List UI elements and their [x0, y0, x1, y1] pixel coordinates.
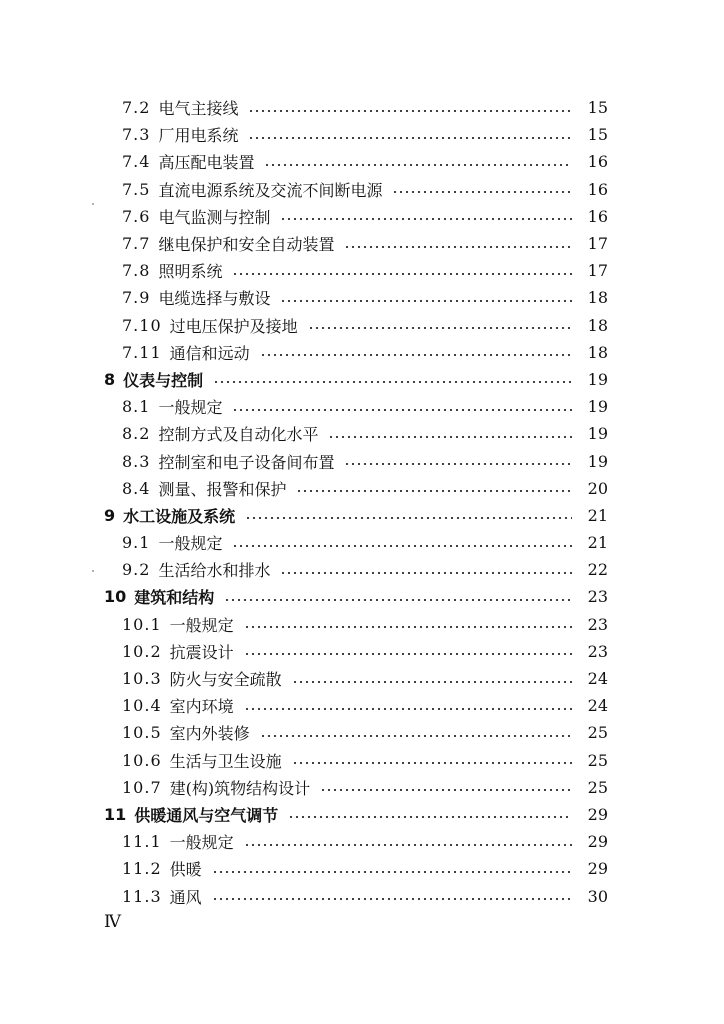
- entry-title: 一般规定: [158, 398, 223, 418]
- entry-page-number: 22: [587, 560, 608, 580]
- entry-number: 7.5: [122, 179, 151, 199]
- entry-page-number: 18: [587, 315, 608, 335]
- dot-leader: [292, 681, 572, 683]
- entry-page-number: 20: [587, 478, 608, 498]
- entry-page-number: 19: [587, 424, 608, 444]
- toc-section-entry[interactable]: [0, 312, 724, 339]
- entry-number: 7.3: [122, 125, 151, 145]
- entry-page-number: 25: [587, 777, 608, 797]
- entry-number: 7.9: [122, 288, 151, 308]
- entry-number: 8.4: [122, 478, 151, 498]
- entry-page-number: 25: [587, 750, 608, 770]
- scan-speck: [92, 203, 94, 205]
- dot-leader: [212, 871, 572, 873]
- dot-leader: [280, 572, 572, 574]
- dot-leader: [244, 708, 572, 710]
- entry-title: 厂用电系统: [158, 126, 239, 146]
- entry-title: 仪表与控制: [123, 370, 204, 390]
- entry-page-number: 19: [587, 369, 608, 389]
- dot-leader: [213, 381, 572, 383]
- toc-section-entry[interactable]: [0, 447, 724, 474]
- entry-title: 一般规定: [158, 534, 223, 554]
- entry-page-number: 23: [587, 614, 608, 634]
- dot-leader: [224, 599, 572, 601]
- dot-leader: [344, 246, 572, 248]
- entry-number: 8.2: [122, 424, 151, 444]
- entry-page-number: 15: [587, 98, 608, 118]
- toc-section-entry[interactable]: [0, 665, 724, 692]
- toc-chapter-entry[interactable]: [0, 502, 724, 529]
- toc-section-entry[interactable]: [0, 284, 724, 311]
- toc-section-entry[interactable]: [0, 855, 724, 882]
- entry-title: 供暖: [169, 860, 202, 880]
- entry-number: 11.3: [122, 886, 162, 906]
- dot-leader: [264, 164, 572, 166]
- dot-leader: [232, 409, 572, 411]
- entry-title: 电缆选择与敷设: [158, 289, 271, 309]
- entry-title: 测量、报警和保护: [158, 479, 287, 499]
- toc-section-entry[interactable]: [0, 176, 724, 203]
- dot-leader: [260, 735, 572, 737]
- entry-number: 7.2: [122, 98, 151, 118]
- entry-title: 供暖通风与空气调节: [134, 805, 279, 825]
- entry-page-number: 16: [587, 152, 608, 172]
- entry-title: 高压配电装置: [158, 153, 255, 173]
- entry-title: 电气监测与控制: [158, 207, 271, 227]
- entry-number: 7.6: [122, 206, 151, 226]
- entry-title: 建(构)筑物结构设计: [169, 778, 311, 798]
- entry-number: 11.1: [122, 832, 162, 852]
- entry-number: 10.7: [122, 777, 162, 797]
- entry-number: 9.1: [122, 533, 151, 553]
- toc-section-entry[interactable]: [0, 529, 724, 556]
- toc-chapter-entry[interactable]: [0, 366, 724, 393]
- entry-number: 7.8: [122, 261, 151, 281]
- toc-section-entry[interactable]: [0, 774, 724, 801]
- entry-title: 生活给水和排水: [158, 561, 271, 581]
- toc-section-entry[interactable]: [0, 882, 724, 909]
- page-number-roman: Ⅳ: [104, 912, 120, 932]
- entry-page-number: 24: [587, 696, 608, 716]
- dot-leader: [244, 844, 572, 846]
- toc-section-entry[interactable]: [0, 719, 724, 746]
- toc-section-entry[interactable]: [0, 203, 724, 230]
- entry-title: 电气主接线: [158, 99, 239, 119]
- toc-chapter-entry[interactable]: [0, 801, 724, 828]
- scan-speck: [92, 570, 94, 572]
- entry-title: 控制方式及自动化水平: [158, 425, 319, 445]
- dot-leader: [244, 626, 572, 628]
- toc-section-entry[interactable]: [0, 747, 724, 774]
- entry-page-number: 29: [587, 804, 608, 824]
- entry-title: 控制室和电子设备间布置: [158, 452, 335, 472]
- entry-page-number: 16: [587, 206, 608, 226]
- toc-section-entry[interactable]: [0, 475, 724, 502]
- entry-title: 生活与卫生设施: [169, 751, 282, 771]
- dot-leader: [212, 898, 572, 900]
- dot-leader: [248, 110, 572, 112]
- entry-number: 11.2: [122, 859, 162, 879]
- entry-page-number: 21: [587, 533, 608, 553]
- entry-number: 9.2: [122, 560, 151, 580]
- entry-number: 10.5: [122, 723, 162, 743]
- entry-title: 防火与安全疏散: [169, 670, 282, 690]
- toc-section-entry[interactable]: [0, 828, 724, 855]
- dot-leader: [244, 653, 572, 655]
- entry-number: 11: [104, 804, 127, 824]
- dot-leader: [296, 490, 572, 492]
- entry-title: 通风: [169, 887, 202, 907]
- toc-section-entry[interactable]: [0, 638, 724, 665]
- entry-page-number: 19: [587, 397, 608, 417]
- toc-section-entry[interactable]: [0, 420, 724, 447]
- dot-leader: [260, 354, 572, 356]
- dot-leader: [280, 218, 572, 220]
- entry-number: 10.4: [122, 696, 162, 716]
- dot-leader: [232, 273, 572, 275]
- toc-section-entry[interactable]: [0, 257, 724, 284]
- dot-leader: [320, 789, 572, 791]
- entry-title: 照明系统: [158, 262, 223, 282]
- toc-section-entry[interactable]: [0, 339, 724, 366]
- dot-leader: [308, 327, 572, 329]
- toc-section-entry[interactable]: [0, 230, 724, 257]
- dot-leader: [245, 517, 572, 519]
- entry-page-number: 21: [587, 505, 608, 525]
- entry-number: 10.6: [122, 750, 162, 770]
- entry-number: 10.1: [122, 614, 162, 634]
- entry-page-number: 29: [587, 859, 608, 879]
- entry-number: 9: [104, 505, 116, 525]
- entry-page-number: 16: [587, 179, 608, 199]
- entry-title: 通信和远动: [169, 343, 250, 363]
- entry-page-number: 23: [587, 587, 608, 607]
- entry-title: 抗震设计: [169, 642, 234, 662]
- toc-section-entry[interactable]: [0, 556, 724, 583]
- toc-section-entry[interactable]: [0, 692, 724, 719]
- entry-title: 水工设施及系统: [123, 506, 236, 526]
- dot-leader: [280, 300, 572, 302]
- toc-chapter-entry[interactable]: [0, 583, 724, 610]
- entry-number: 7.11: [122, 342, 162, 362]
- toc-section-entry[interactable]: [0, 148, 724, 175]
- entry-number: 7.4: [122, 152, 151, 172]
- toc-section-entry[interactable]: [0, 94, 724, 121]
- entry-page-number: 19: [587, 451, 608, 471]
- entry-title: 一般规定: [169, 615, 234, 635]
- entry-title: 室内外装修: [169, 724, 250, 744]
- toc-section-entry[interactable]: [0, 393, 724, 420]
- entry-page-number: 30: [587, 886, 608, 906]
- entry-page-number: 29: [587, 832, 608, 852]
- entry-number: 8.1: [122, 397, 151, 417]
- entry-title: 继电保护和安全自动装置: [158, 235, 335, 255]
- entry-number: 8: [104, 369, 116, 389]
- entry-page-number: 24: [587, 669, 608, 689]
- entry-number: 10.2: [122, 641, 162, 661]
- entry-page-number: 18: [587, 342, 608, 362]
- entry-title: 直流电源系统及交流不间断电源: [158, 180, 383, 200]
- entry-title: 室内环境: [169, 697, 234, 717]
- entry-page-number: 23: [587, 641, 608, 661]
- entry-title: 建筑和结构: [134, 588, 215, 608]
- entry-number: 7.10: [122, 315, 162, 335]
- entry-page-number: 18: [587, 288, 608, 308]
- toc-section-entry[interactable]: [0, 611, 724, 638]
- dot-leader: [344, 463, 572, 465]
- entry-number: 8.3: [122, 451, 151, 471]
- dot-leader: [292, 762, 572, 764]
- entry-page-number: 17: [587, 261, 608, 281]
- dot-leader: [328, 436, 572, 438]
- entry-title: 过电压保护及接地: [169, 316, 298, 336]
- dot-leader: [232, 545, 572, 547]
- entry-number: 7.7: [122, 234, 151, 254]
- toc-section-entry[interactable]: [0, 121, 724, 148]
- entry-number: 10: [104, 587, 127, 607]
- entry-page-number: 15: [587, 125, 608, 145]
- entry-number: 10.3: [122, 669, 162, 689]
- dot-leader: [288, 816, 572, 818]
- table-of-contents: [0, 94, 724, 910]
- entry-page-number: 17: [587, 234, 608, 254]
- dot-leader: [392, 191, 572, 193]
- dot-leader: [248, 137, 572, 139]
- entry-title: 一般规定: [169, 833, 234, 853]
- entry-page-number: 25: [587, 723, 608, 743]
